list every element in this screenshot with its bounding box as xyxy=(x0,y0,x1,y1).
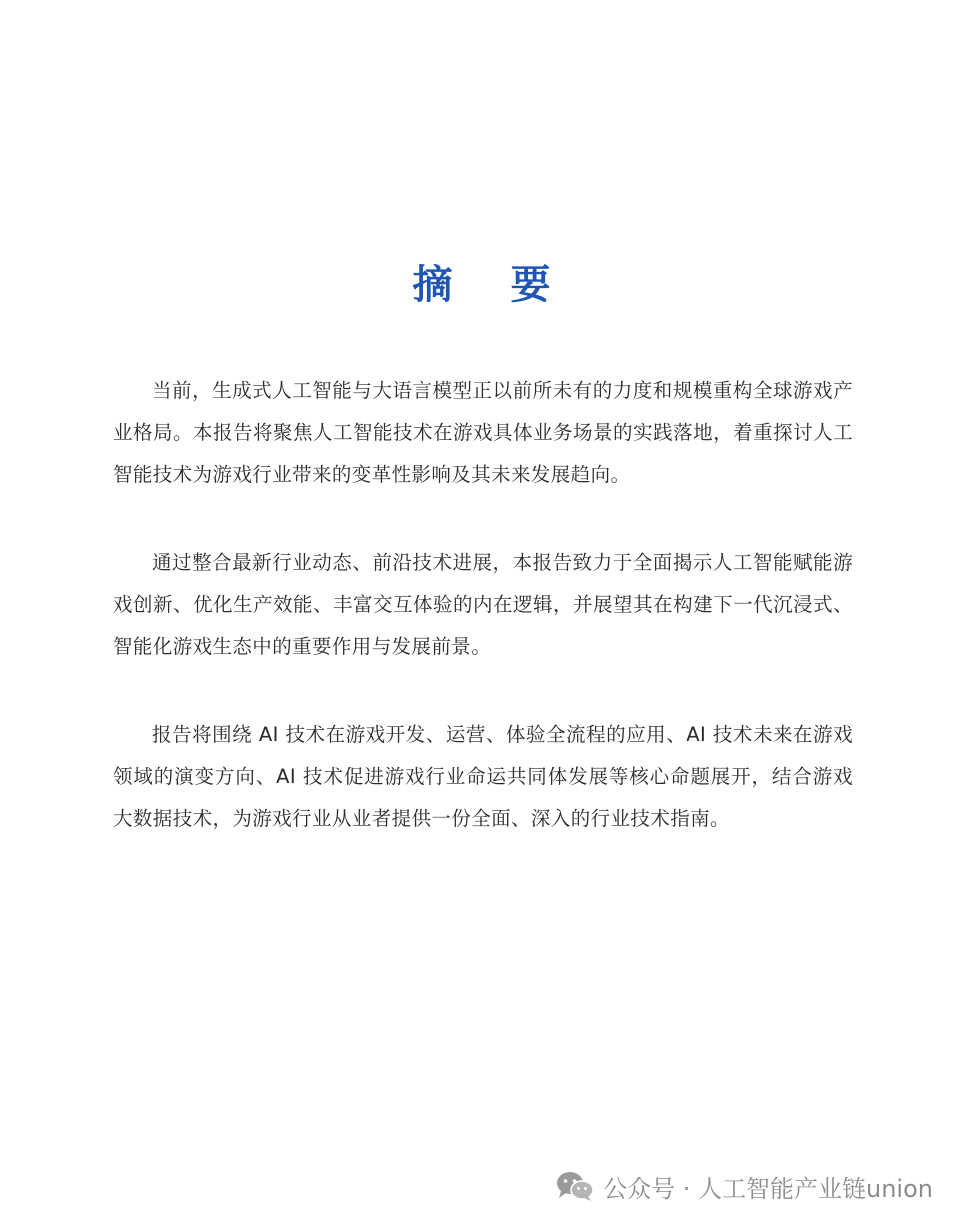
wechat-icon xyxy=(555,1170,595,1202)
abstract-body xyxy=(113,370,853,886)
paragraph: 报告将围绕 AI 技术在游戏开发、运营、体验全流程的应用、AI 技术未来在游戏领域的演变方向、AI 技术促进游戏行业命运共同体发展等核心命题展开，结合游戏大数据技术，为游戏行业从业者提供一份全面、深入的行业技术指南。 xyxy=(113,723,853,830)
paragraph: 当前，生成式人工智能与大语言模型正以前所未有的力度和规模重构全球游戏产业格局。本报告将聚焦人工智能技术在游戏具体业务场景的实践落地，着重探讨人工智能技术为游戏行业带来的变革性影响及其未来发展趋向。 xyxy=(113,379,853,486)
watermark-text: 公众号 · 人工智能产业链union xyxy=(603,1174,933,1203)
watermark xyxy=(555,1166,933,1206)
paragraph: 通过整合最新行业动态、前沿技术进展，本报告致力于全面揭示人工智能赋能游戏创新、优化生产效能、丰富交互体验的内在逻辑，并展望其在构建下一代沉浸式、智能化游戏生态中的重要作用与发展前景。 xyxy=(113,551,853,658)
page-title: 摘 要 xyxy=(412,262,573,308)
